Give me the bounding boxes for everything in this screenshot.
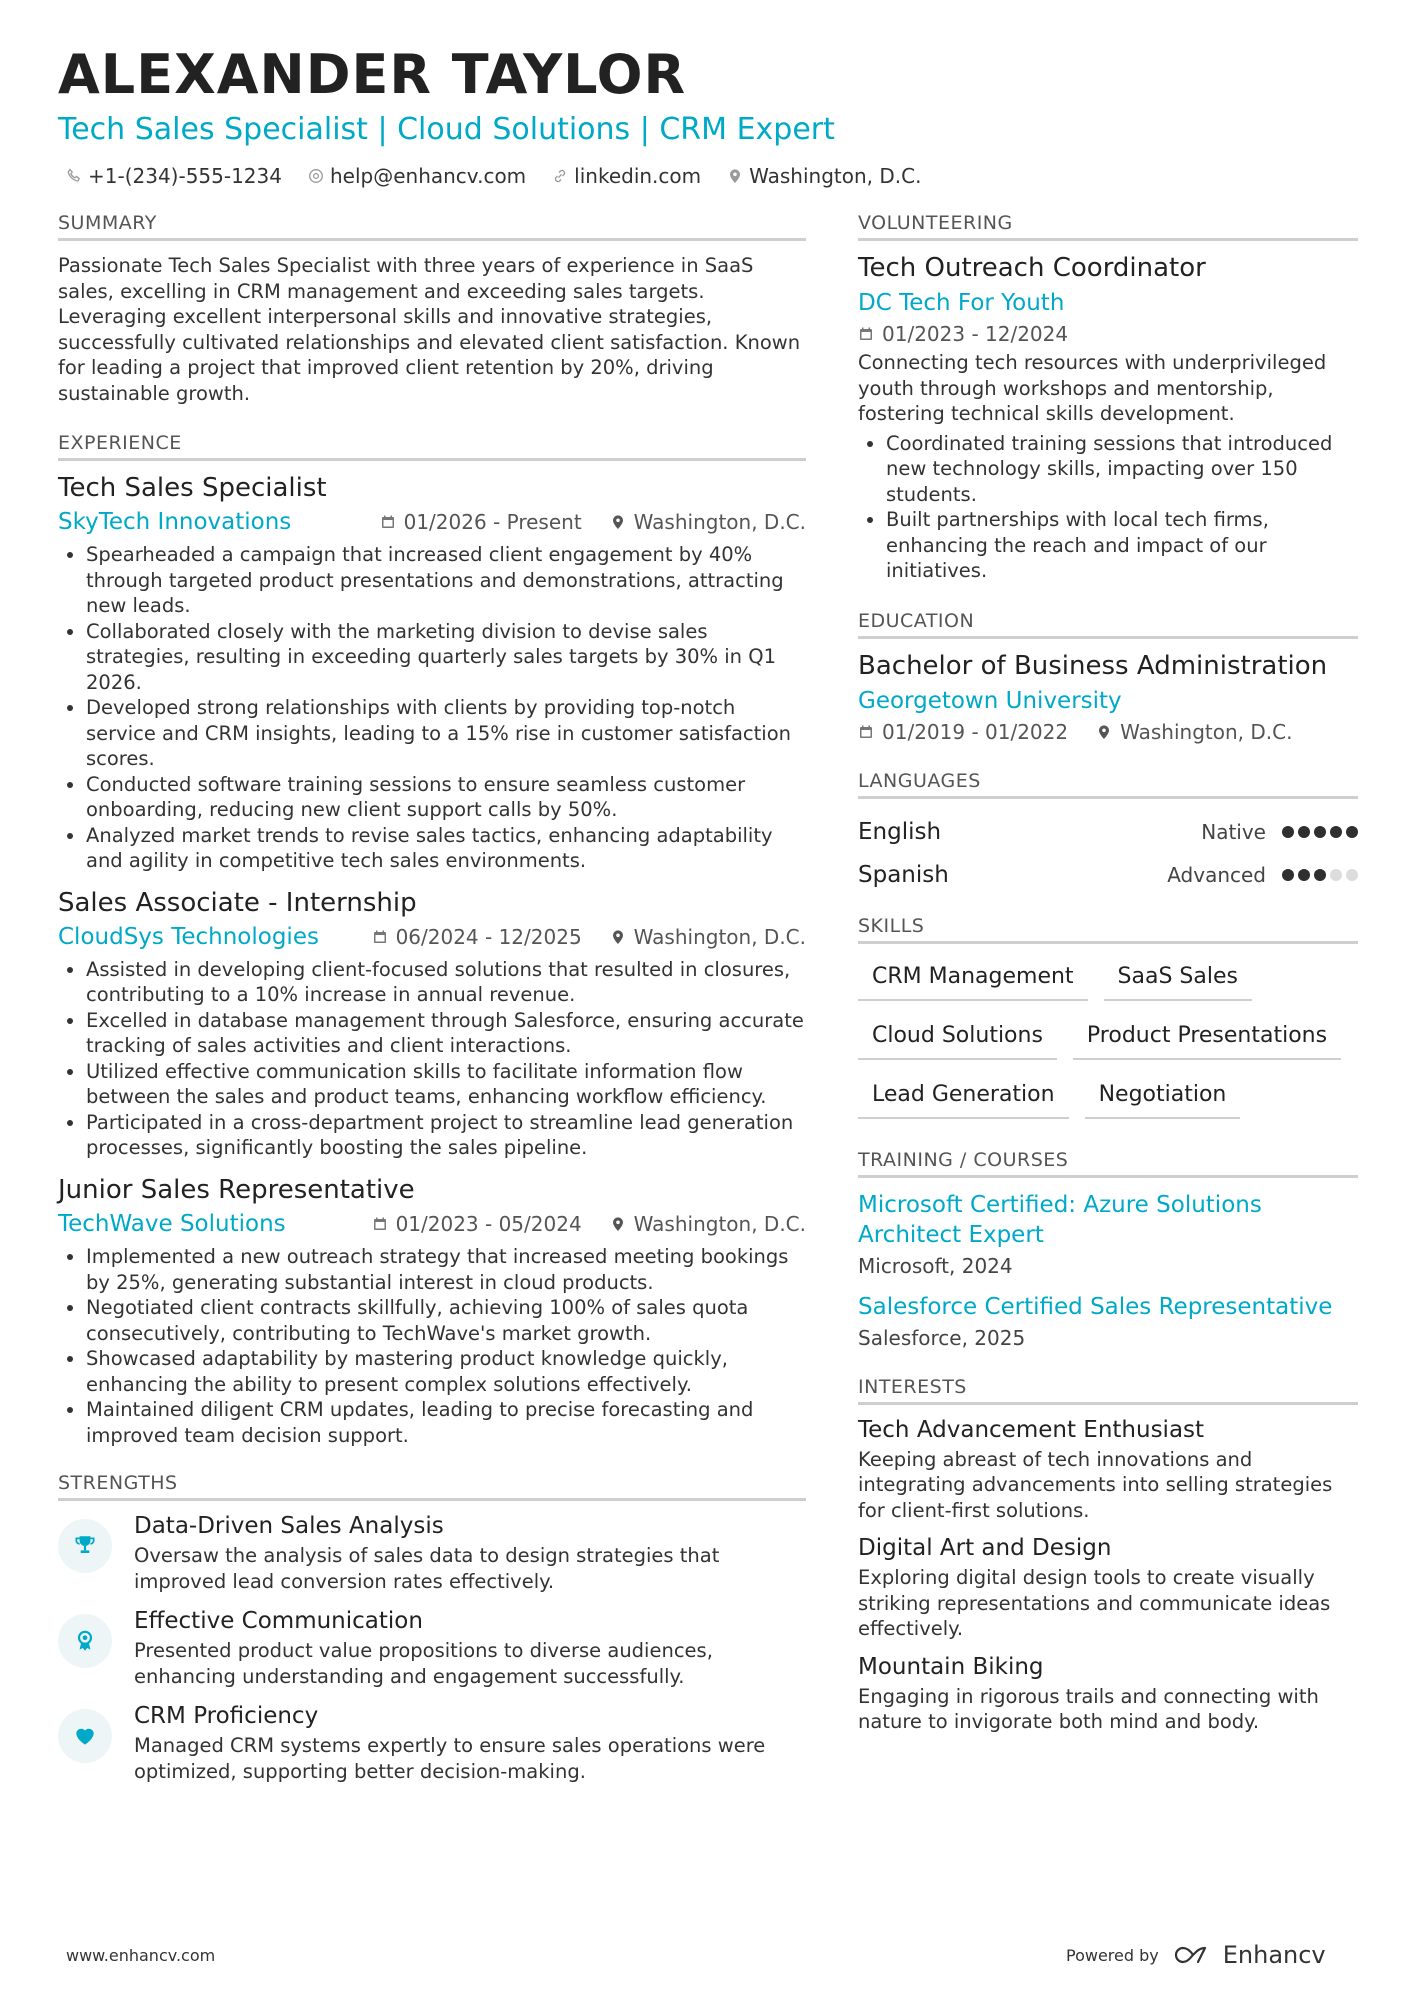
- list-item: • Spearheaded a campaign that increased client engagement by 40% through targeted product presentations and demonstrations, attracting new leads.: [86, 542, 806, 619]
- interest-text: Exploring digital design tools to create visually striking representations and communicate ideas effectively.: [858, 1566, 1331, 1641]
- brand-name: Enhancv: [1222, 1941, 1326, 1969]
- course-provider: Salesforce, 2025: [858, 1325, 1026, 1350]
- contact-linkedin[interactable]: [552, 164, 701, 188]
- strength-icon-wrap: [58, 1614, 112, 1668]
- calendar-icon: [858, 326, 874, 342]
- volunteer-bullets: [858, 431, 1358, 584]
- experience-section: [58, 432, 806, 1448]
- interest-title: Digital Art and Design: [858, 1535, 1112, 1562]
- strength-title: CRM Proficiency: [134, 1703, 319, 1730]
- job-dates: 06/2024 - 12/2025: [395, 924, 582, 949]
- proficiency-dot-empty: [1330, 869, 1342, 881]
- skills-section: [858, 915, 1358, 1119]
- company-name: TechWave Solutions: [58, 1211, 286, 1238]
- volunteer-role: Tech Outreach Coordinator: [858, 253, 1206, 283]
- proficiency-dots: [1282, 826, 1358, 838]
- job-bullets: [58, 1244, 806, 1448]
- language-level: Native: [1201, 820, 1266, 845]
- calendar-icon: [372, 1216, 388, 1232]
- interests-section: [858, 1376, 1358, 1735]
- section-title-summary: SUMMARY: [58, 212, 806, 241]
- job-dates: 01/2023 - 05/2024: [395, 1212, 582, 1237]
- proficiency-dot-filled: [1298, 869, 1310, 881]
- proficiency-dot-filled: [1314, 826, 1326, 838]
- education-section: [858, 610, 1358, 744]
- section-title-training: TRAINING / COURSES: [858, 1149, 1358, 1178]
- volunteer-text: Connecting tech resources with underprivileged youth through workshops and mentorship, fostering technical skills development.: [858, 351, 1327, 426]
- languages-section: [858, 770, 1358, 897]
- location-text: Washington, D.C.: [749, 164, 922, 188]
- email-text: help@enhancv.com: [329, 164, 527, 188]
- footer-branding: [1066, 1941, 1326, 1969]
- list-item: • Utilized effective communication skills to facilitate information flow between the sales and product teams, enhancing workflow efficiency.: [86, 1059, 806, 1110]
- language-name: English: [858, 819, 942, 846]
- list-item: • Developed strong relationships with clients by providing top-notch service and CRM insights, leading to a 15% rise in customer satisfaction scores.: [86, 695, 806, 772]
- list-item: • Participated in a cross-department project to streamline lead generation processes, significantly boosting the sales pipeline.: [86, 1110, 806, 1161]
- section-title-skills: SKILLS: [858, 915, 1358, 944]
- phone-text: +1-(234)-555-1234: [88, 164, 282, 188]
- proficiency-dot-filled: [1314, 869, 1326, 881]
- contact-phone[interactable]: [66, 164, 282, 188]
- company-name: CloudSys Technologies: [58, 923, 319, 950]
- education-dates: 01/2019 - 01/2022: [882, 719, 1069, 744]
- list-item: • Conducted software training sessions to ensure seamless customer onboarding, reducing new client support calls by 50%.: [86, 772, 806, 823]
- job-location: Washington, D.C.: [633, 510, 806, 535]
- strength-item: [58, 1608, 806, 1689]
- job-title: Tech Sales Specialist: [58, 473, 327, 503]
- footer-website[interactable]: www.enhancv.com: [66, 1946, 216, 1965]
- list-item: • Showcased adaptability by mastering product knowledge quickly, enhancing the ability to present complex solutions effectively.: [86, 1346, 806, 1397]
- list-item: • Implemented a new outreach strategy that increased meeting bookings by 25%, generating substantial interest in cloud products.: [86, 1244, 806, 1295]
- summary-text: Passionate Tech Sales Specialist with three years of experience in SaaS sales, excelling in CRM management and exceeding sales targets. Leveraging excellent interpersonal skills and innovative strategies, successfully cultivated relationships and elevated client satisfaction. Known for leading a project that improved client retention by 20%, driving sustainable growth.: [58, 254, 801, 405]
- language-row: [858, 854, 1358, 897]
- map-pin-icon: [610, 514, 626, 530]
- degree: Bachelor of Business Administration: [858, 650, 1328, 681]
- interest-item: [858, 1417, 1358, 1524]
- job-location: Washington, D.C.: [633, 1212, 806, 1237]
- volunteer-org: DC Tech For Youth: [858, 290, 1065, 317]
- strength-icon-wrap: [58, 1709, 112, 1763]
- enhancv-logo-icon: [1173, 1944, 1217, 1966]
- interest-text: Engaging in rigorous trails and connecting with nature to invigorate both mind and body.: [858, 1684, 1319, 1734]
- section-title-education: EDUCATION: [858, 610, 1358, 639]
- contact-location: [727, 164, 921, 188]
- calendar-icon: [380, 514, 396, 530]
- trophy-icon: [72, 1533, 98, 1559]
- strength-icon-wrap: [58, 1519, 112, 1573]
- strength-text: Oversaw the analysis of sales data to design strategies that improved lead conversion rates effectively.: [134, 1544, 720, 1593]
- skill-tag: Lead Generation: [858, 1074, 1069, 1119]
- section-title-experience: EXPERIENCE: [58, 432, 806, 461]
- proficiency-dot-filled: [1346, 826, 1358, 838]
- proficiency-dot-empty: [1346, 869, 1358, 881]
- job-bullets: [58, 957, 806, 1161]
- proficiency-dot-filled: [1282, 826, 1294, 838]
- map-pin-icon: [610, 929, 626, 945]
- strength-text: Presented product value propositions to diverse audiences, enhancing understanding and engagement successfully.: [134, 1639, 713, 1688]
- right-column: [858, 212, 1358, 1735]
- list-item: • Collaborated closely with the marketing division to devise sales strategies, resulting in exceeding quarterly sales targets by 30% in Q1 2026.: [86, 619, 806, 696]
- language-name: Spanish: [858, 862, 949, 889]
- section-title-volunteering: VOLUNTEERING: [858, 212, 1358, 241]
- strength-title: Data-Driven Sales Analysis: [134, 1513, 444, 1540]
- map-pin-icon: [610, 1216, 626, 1232]
- course-item: [858, 1292, 1358, 1350]
- skill-tag: Negotiation: [1085, 1074, 1241, 1119]
- proficiency-dots: [1282, 869, 1358, 881]
- strength-text: Managed CRM systems expertly to ensure sales operations were optimized, supporting better decision-making.: [134, 1734, 766, 1783]
- training-section: [858, 1149, 1358, 1350]
- strengths-section: [58, 1472, 806, 1784]
- interest-title: Mountain Biking: [858, 1653, 1044, 1680]
- experience-item: [58, 888, 806, 1161]
- skill-tag: Cloud Solutions: [858, 1015, 1057, 1060]
- experience-item: [58, 473, 806, 874]
- map-pin-icon: [727, 168, 743, 184]
- company-name: SkyTech Innovations: [58, 509, 292, 536]
- brand-logo[interactable]: [1173, 1941, 1326, 1969]
- list-item: • Excelled in database management through Salesforce, ensuring accurate tracking of sales activities and client interactions.: [86, 1008, 806, 1059]
- proficiency-dot-filled: [1282, 869, 1294, 881]
- interest-title: Tech Advancement Enthusiast: [858, 1416, 1205, 1443]
- strength-item: [58, 1513, 806, 1594]
- skill-tag: Product Presentations: [1073, 1015, 1341, 1060]
- education-location: Washington, D.C.: [1120, 719, 1293, 744]
- section-title-languages: LANGUAGES: [858, 770, 1358, 799]
- proficiency-dot-filled: [1298, 826, 1310, 838]
- list-item: • Negotiated client contracts skillfully, achieving 100% of sales quota consecutively, contributing to TechWave's market growth.: [86, 1295, 806, 1346]
- language-row: [858, 811, 1358, 854]
- skills-list: [858, 956, 1358, 1119]
- candidate-name: ALEXANDER TAYLOR: [58, 43, 687, 106]
- list-item: • Built partnerships with local tech firms, enhancing the reach and impact of our initiatives.: [886, 507, 1358, 584]
- job-title: Sales Associate - Internship: [58, 887, 417, 918]
- skill-tag: SaaS Sales: [1104, 956, 1252, 1001]
- list-item: • Analyzed market trends to revise sales tactics, enhancing adaptability and agility in competitive tech sales environments.: [86, 823, 806, 874]
- at-icon: [308, 168, 324, 184]
- award-icon: [72, 1628, 98, 1654]
- heart-icon: [72, 1723, 98, 1749]
- interest-item: [858, 1654, 1358, 1735]
- map-pin-icon: [1096, 724, 1112, 740]
- course-item: [858, 1190, 1358, 1278]
- section-title-interests: INTERESTS: [858, 1376, 1358, 1405]
- contact-email[interactable]: [308, 164, 526, 188]
- contact-bar: [66, 164, 921, 188]
- left-column: [58, 212, 806, 1798]
- list-item: • Coordinated training sessions that introduced new technology skills, impacting over 150 students.: [886, 431, 1358, 508]
- linkedin-text: linkedin.com: [574, 164, 702, 188]
- proficiency-dot-filled: [1330, 826, 1342, 838]
- link-icon: [552, 168, 568, 184]
- summary-section: [58, 212, 806, 406]
- list-item: • Maintained diligent CRM updates, leading to precise forecasting and improved team decision support.: [86, 1397, 806, 1448]
- calendar-icon: [372, 929, 388, 945]
- calendar-icon: [858, 724, 874, 740]
- experience-item: [58, 1175, 806, 1448]
- volunteer-dates: 01/2023 - 12/2024: [882, 322, 1069, 347]
- strength-title: Effective Communication: [134, 1608, 423, 1635]
- interest-text: Keeping abreast of tech innovations and integrating advancements into selling strategies for client-first solutions.: [858, 1447, 1333, 1522]
- skill-tag: CRM Management: [858, 956, 1088, 1001]
- powered-by-label: Powered by: [1066, 1945, 1159, 1965]
- course-title: Salesforce Certified Sales Representative: [858, 1293, 1333, 1320]
- section-title-strengths: STRENGTHS: [58, 1472, 806, 1501]
- school-name: Georgetown University: [858, 687, 1122, 714]
- strength-item: [58, 1703, 806, 1784]
- phone-icon: [66, 168, 82, 184]
- candidate-tagline: Tech Sales Specialist | Cloud Solutions | CRM Expert: [58, 112, 835, 147]
- language-level: Advanced: [1167, 863, 1266, 888]
- job-location: Washington, D.C.: [633, 924, 806, 949]
- course-title: Microsoft Certified: Azure Solutions Architect Expert: [858, 1191, 1262, 1248]
- job-title: Junior Sales Representative: [58, 1174, 415, 1205]
- job-dates: 01/2026 - Present: [403, 510, 582, 535]
- volunteering-section: [858, 212, 1358, 584]
- interest-item: [858, 1535, 1358, 1642]
- course-provider: Microsoft, 2024: [858, 1253, 1013, 1278]
- list-item: • Assisted in developing client-focused solutions that resulted in closures, contributing to a 10% increase in annual revenue.: [86, 957, 806, 1008]
- job-bullets: [58, 542, 806, 874]
